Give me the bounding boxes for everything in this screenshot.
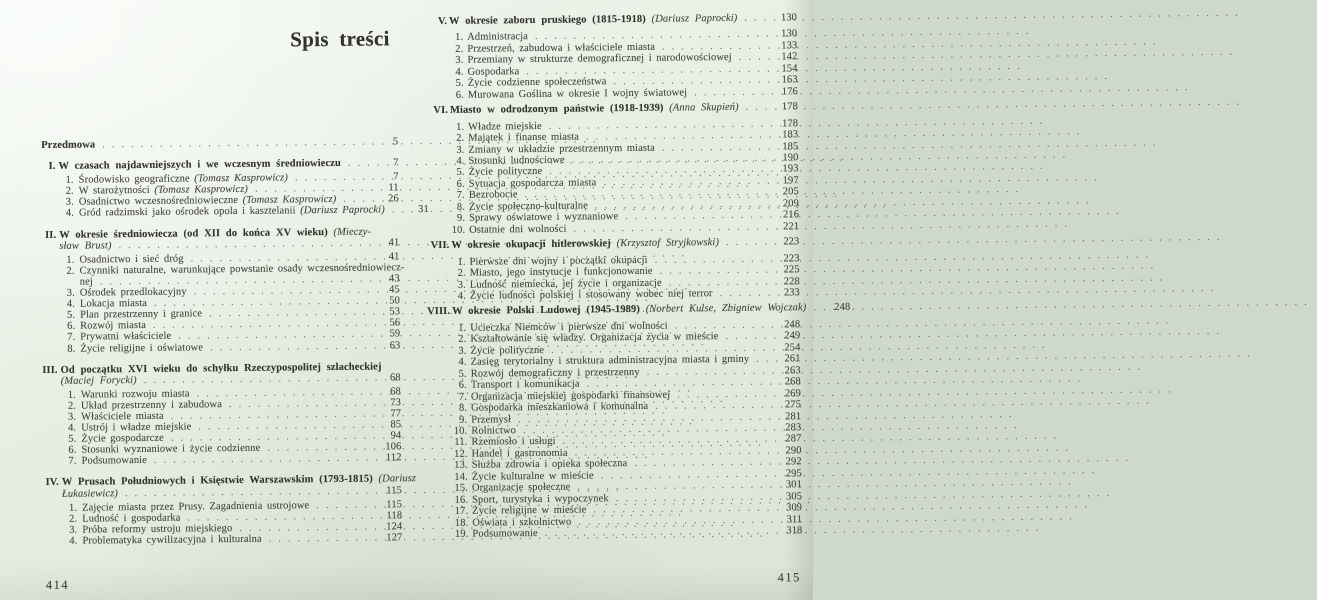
entry-page-number: 249 <box>784 330 801 342</box>
dot-leader <box>210 340 369 353</box>
entry-label: Gród radzimski jako ośrodek opola i kasztelanii (Dariusz Paprocki) <box>78 204 385 220</box>
entry-number: 7. <box>456 190 465 202</box>
dot-leader <box>102 137 367 151</box>
entry-number: 9. <box>459 414 468 426</box>
entry-label: Służba zdrowia i opieka społeczna <box>471 458 628 471</box>
entry-page-number: 309 <box>786 502 803 514</box>
entry-label: Ludność niemiecka, jej życie i organizacje <box>469 277 662 291</box>
entry-number: I. <box>48 160 56 173</box>
toc-entry <box>440 287 800 302</box>
entry-page-number: 77 <box>390 408 402 420</box>
entry-page-number: 233 <box>783 287 800 299</box>
dot-leader <box>551 342 769 356</box>
entry-label: Majątek i finanse miasta <box>468 131 580 144</box>
entry-label: Życie religijne w mieście <box>472 504 587 517</box>
entry-page-number: 142 <box>781 51 798 63</box>
entry-label: Stosunki wyznaniowe i życie codzienne <box>81 442 261 456</box>
toc-entry <box>38 361 401 387</box>
entry-page-number: 106 <box>385 441 402 453</box>
page-left <box>40 26 429 592</box>
entry-page-number: 73 <box>390 397 402 409</box>
page-right <box>427 12 851 594</box>
entry-number: 2. <box>66 265 75 277</box>
entry-label: Ośrodek przedlokacyjny <box>79 286 187 299</box>
dot-leader <box>269 532 372 544</box>
entry-number: 8. <box>458 402 468 414</box>
entry-number: 2. <box>69 513 78 525</box>
entry-number: 3. <box>65 197 74 209</box>
entry-page-number: 281 <box>785 410 802 422</box>
entry-number: 2. <box>455 43 464 55</box>
entry-label: Sytuacja gospodarcza miasta <box>468 177 597 190</box>
entry-page-number: 7 <box>393 157 399 169</box>
entry-number: 15. <box>454 482 468 495</box>
entry-page-number: 268 <box>784 376 801 388</box>
dot-leader <box>726 237 768 249</box>
entry-number: 7. <box>458 391 468 403</box>
entry-page-number: 41 <box>388 236 400 249</box>
toc-entry <box>442 525 802 540</box>
entry-label: Życie polityczne <box>468 166 543 179</box>
dot-leader <box>746 102 767 114</box>
dot-leader <box>125 485 371 499</box>
entry-number <box>38 376 58 387</box>
toc-entry <box>439 221 799 236</box>
entry-label: Transport i komunikacja <box>470 378 580 391</box>
entry-number: 1. <box>68 502 78 514</box>
entry-number: VIII. <box>427 306 451 318</box>
entry-label: Ludność i gospodarka <box>82 512 181 525</box>
dot-leader <box>744 13 766 25</box>
entry-label: Przedmowa <box>41 139 96 152</box>
entry-number: 4. <box>65 208 75 220</box>
entry-number <box>43 277 75 288</box>
entry-number: 2. <box>458 334 467 346</box>
entry-label: Bezrobocie <box>468 189 518 202</box>
dot-leader <box>756 354 770 366</box>
entry-page-number: 197 <box>782 175 799 187</box>
entry-number: 1. <box>456 121 465 133</box>
entry-number: 1. <box>66 254 75 266</box>
entry-page-number: 26 <box>388 193 399 205</box>
dot-leader <box>144 372 370 385</box>
entry-label: Przemiany w strukturze demograficznej i narodowościowej <box>467 52 732 67</box>
entry-label: Przemysł <box>471 413 512 426</box>
entry-number: 1. <box>457 256 466 268</box>
entry-number <box>36 241 56 252</box>
toc-entry <box>45 453 402 468</box>
entry-page-number: 163 <box>781 74 798 86</box>
entry-number: 2. <box>456 132 465 144</box>
entry-label: W starożytności (Tomasz Kasprowicz) <box>78 184 249 197</box>
entry-number: 7. <box>68 456 77 468</box>
entry-page-number: 295 <box>785 467 802 480</box>
entry-label: Gospodarka <box>467 65 520 78</box>
entry-number: 10. <box>453 425 468 437</box>
entry-label: Życie religijne i oświatowe <box>80 341 204 355</box>
entry-label: Pierwsze dni wojny i początki okupacji <box>469 254 648 268</box>
entry-page-number: 130 <box>780 12 798 24</box>
entry-label: Od początku XVI wieku do schyłku Rzeczypospolitej szlacheckiej <box>60 361 382 376</box>
entry-page-number: 115 <box>386 484 402 496</box>
entry-page-number: 263 <box>784 364 801 377</box>
entry-number: 1. <box>455 32 464 44</box>
entry-page-number: 59 <box>389 328 401 340</box>
toc-entry <box>35 157 398 172</box>
entry-number: 3. <box>69 524 78 536</box>
entry-page-number: 292 <box>785 456 802 468</box>
entry-label: Władze miejskie <box>468 120 542 133</box>
entry-label: Łukasiewicz) <box>61 487 119 500</box>
entry-label: Życie społeczno-kulturalne <box>468 200 589 213</box>
entry-page-number: 118 <box>386 509 403 522</box>
entry-number: 8. <box>456 201 466 213</box>
toc-entry <box>423 12 797 27</box>
entry-page-number: 223 <box>783 252 800 265</box>
entry-label: Plan przestrzenny i granice <box>79 308 203 321</box>
dot-leader <box>725 331 769 343</box>
entry-number: 4. <box>457 290 466 302</box>
entry-number: 6. <box>68 444 77 456</box>
entry-label: Warunki rozwoju miasta <box>80 388 190 401</box>
entry-label: Życie ludności polskiej i stosowany wobec niej terror <box>469 288 713 302</box>
entry-page-number: 209 <box>782 198 800 210</box>
dot-leader <box>739 52 767 64</box>
entry-page-number: 254 <box>784 342 801 354</box>
entry-label: W okresie okupacji hitlerowskiej (Krzysztof Stryjkowski) <box>451 237 720 252</box>
toc-entry <box>39 473 417 500</box>
entry-page-number: 216 <box>782 209 800 221</box>
entry-page-number: 31 <box>418 204 429 216</box>
entry-number: 3. <box>67 411 77 423</box>
entry-number: 14. <box>454 471 468 483</box>
entry-page-number: 190 <box>782 152 799 164</box>
entry-page-number: 68 <box>389 371 401 384</box>
entry-page-number: 223 <box>783 236 800 248</box>
dot-leader <box>545 526 772 540</box>
entry-page-number: 11 <box>388 182 399 194</box>
toc-entry <box>43 340 400 355</box>
entry-label: Życie kulturalne w mieście <box>471 470 594 483</box>
entry-number: 3. <box>66 287 75 299</box>
dot-leader <box>154 453 371 466</box>
entry-number: 6. <box>458 379 467 391</box>
entry-number: 5. <box>456 167 465 179</box>
entry-number: 5. <box>66 309 76 321</box>
entry-page-number: 305 <box>785 490 803 503</box>
entry-page-number: 311 <box>786 513 803 525</box>
entry-page-number: 124 <box>386 521 403 533</box>
entry-label: Rozwój miasta <box>80 320 147 332</box>
entry-label: Administracja <box>467 31 529 44</box>
toc-left <box>41 136 429 547</box>
entry-label: Przestrzeń, zabudowa i właściciele miasta <box>467 41 656 55</box>
entry-label: Próba reformy ustroju miejskiego <box>82 522 233 536</box>
entry-number: 4. <box>66 298 75 310</box>
entry-label: W czasach najdawniejszych i we wczesnym średniowieczu <box>58 157 341 172</box>
entry-label: Środowisko geograficzne (Tomasz Kasprowicz) <box>78 172 288 186</box>
entry-label: nej <box>79 276 93 288</box>
entry-page-number: 178 <box>781 117 799 130</box>
entry-number: 1. <box>458 322 467 334</box>
entry-label: Gospodarka mieszkaniowa i komunalna <box>471 400 649 414</box>
entry-page-number: 290 <box>785 445 802 457</box>
entry-label: W Prusach Południowych i Księstwie Warszawskim (1793-1815) (Dariusz <box>61 473 417 489</box>
entry-label: Rolnictwo <box>471 425 517 437</box>
entry-label: Zajęcie miasta przez Prusy. Zagadnienia ustrojowe <box>82 499 310 514</box>
entry-number: 4. <box>456 155 465 167</box>
entry-page-number: 176 <box>781 85 798 98</box>
entry-number: 11. <box>454 437 468 449</box>
toc-entry <box>45 532 402 547</box>
entry-label: Lokacja miasta <box>79 298 148 310</box>
entry-page-number: 85 <box>390 419 402 431</box>
entry-label: Właściciele miasta <box>81 410 164 423</box>
entry-page-number: 248 <box>834 302 851 314</box>
entry-page-number: 183 <box>782 129 799 141</box>
entry-page-number: 7 <box>393 171 399 183</box>
dot-leader <box>343 194 368 205</box>
entry-page-number: 225 <box>783 264 800 276</box>
entry-label: Zasięg terytorialny i struktura administracyjna miasta i gminy <box>470 353 750 368</box>
entry-number: 7. <box>67 332 76 344</box>
entry-page-number: 41 <box>388 251 400 263</box>
entry-page-number: 68 <box>390 386 401 398</box>
entry-number: 3. <box>457 279 466 291</box>
entry-number: 4. <box>458 356 467 369</box>
entry-number: 5. <box>68 433 77 445</box>
entry-page-number: 205 <box>782 186 799 198</box>
toc-entry <box>41 136 398 151</box>
entry-label: Handel i gastronomia <box>471 447 568 460</box>
entry-page-number: 193 <box>782 163 799 175</box>
entry-page-number: 130 <box>781 28 798 40</box>
entry-label: Ucieczka Niemców i pierwsze dni wolności <box>470 320 668 334</box>
dot-leader <box>573 221 768 234</box>
dot-leader <box>191 251 369 264</box>
entry-label: Czynniki naturalne, warunkujące powstanie osady wczesnośredniowiecz- <box>79 262 405 277</box>
dot-leader <box>675 319 770 331</box>
entry-page-number: 53 <box>389 306 401 318</box>
entry-number: 9. <box>456 212 466 225</box>
entry-page-number: 50 <box>389 295 400 307</box>
entry-number: 4. <box>69 535 78 547</box>
entry-label: Sport, turystyka i wypoczynek <box>471 492 609 506</box>
entry-page-number: 221 <box>783 220 800 233</box>
entry-number: V. <box>437 15 448 28</box>
entry-label: Rozwój demograficzny i przestrzenny <box>470 366 640 380</box>
entry-label: W okresie średniowiecza (od XII do końca XV wieku) (Mieczy- <box>59 226 372 241</box>
entry-number: 2. <box>67 400 77 412</box>
entry-page-number: 228 <box>783 275 800 287</box>
entry-number: 16. <box>454 494 469 506</box>
entry-number: IV. <box>45 477 59 489</box>
entry-number: 19. <box>454 528 469 540</box>
page-number-right: 415 <box>777 570 801 585</box>
dot-leader <box>392 205 398 216</box>
entry-label: Stosunki ludnościowe <box>468 154 565 167</box>
entry-number: 2. <box>457 267 466 279</box>
entry-number: 18. <box>454 517 469 529</box>
entry-number: 3. <box>458 345 467 357</box>
dot-leader <box>694 86 767 98</box>
entry-number: 4. <box>68 422 77 434</box>
entry-page-number: 261 <box>784 353 801 365</box>
entry-number: VI. <box>433 105 449 117</box>
entry-label: Podsumowanie <box>81 455 148 467</box>
entry-number: 4. <box>455 66 464 78</box>
entry-number: 8. <box>67 343 76 355</box>
entry-page-number: 283 <box>785 422 802 434</box>
entry-page-number: 154 <box>781 63 798 75</box>
entry-number: 1. <box>65 174 74 186</box>
entry-number: II. <box>45 229 57 241</box>
page-number-left: 414 <box>45 577 70 592</box>
entry-number: 10. <box>451 224 466 236</box>
dot-leader <box>316 499 371 511</box>
entry-label: Układ przestrzenny i zabudowa <box>80 399 223 412</box>
dot-leader <box>348 158 368 169</box>
entry-page-number: 248 <box>784 319 801 331</box>
toc-entry <box>424 101 798 116</box>
entry-label: Osadnictwo wczesnośredniowieczne (Tomasz Kasprowicz) <box>78 194 337 208</box>
entry-label: Organizacja miejskiej gospodarki finansowej <box>470 389 671 403</box>
entry-label: Sprawy oświatowe i wyznaniowe <box>469 211 619 224</box>
entry-label: Życie codzienne społeczeństwa <box>467 76 607 89</box>
entry-number: 6. <box>456 178 465 190</box>
toc-entry <box>42 204 429 220</box>
page-title: Spis treści <box>290 26 390 52</box>
entry-label: Prywatni właściciele <box>80 331 172 344</box>
toc-entry <box>36 226 399 252</box>
entry-label: Życie gospodarcze <box>81 432 164 445</box>
entry-number: 17. <box>454 505 469 517</box>
entry-page-number: 45 <box>389 284 400 296</box>
dot-leader <box>118 237 368 251</box>
entry-number: VII. <box>430 240 450 252</box>
entry-page-number: 269 <box>784 387 802 399</box>
entry-page-number: 56 <box>389 317 401 329</box>
entry-number <box>39 488 59 499</box>
entry-page-number: 127 <box>386 532 403 544</box>
entry-label: Rzemiosło i usługi <box>471 436 556 449</box>
entry-label: Osadnictwo i sieć dróg <box>79 253 184 266</box>
entry-number: 3. <box>455 55 464 67</box>
entry-number: 5. <box>455 78 464 90</box>
entry-page-number: 301 <box>785 479 802 491</box>
toc-entry <box>426 302 851 318</box>
entry-label: Podsumowanie <box>472 528 538 540</box>
entry-label: Organizacje społeczne <box>471 481 571 494</box>
entry-label: Miasto, jego instytucje i funkcjonowanie <box>469 265 653 279</box>
entry-label: Ustrój i władze miejskie <box>81 421 192 434</box>
entry-label: (Maciej Forycki) <box>60 374 137 387</box>
toc-entry <box>438 86 798 101</box>
dot-leader <box>720 288 769 300</box>
entry-label: sław Brust) <box>59 239 112 252</box>
entry-number: 6. <box>455 89 464 101</box>
toc-entry <box>425 236 799 251</box>
entry-page-number: 115 <box>386 498 403 511</box>
entry-number: 1. <box>67 389 76 401</box>
entry-page-number: 133 <box>781 40 798 52</box>
entry-label: Zmiany w układzie przestrzennym miasta <box>468 142 655 156</box>
entry-page-number: 275 <box>784 399 802 411</box>
entry-label: Życie polityczne <box>470 344 545 357</box>
entry-number: 12. <box>454 448 468 460</box>
dot-leader <box>677 388 770 400</box>
entry-label: Miasto w odrodzonym państwie (1918-1939) (Anna Skupień) <box>449 102 739 117</box>
entry-page-number: 185 <box>782 140 799 152</box>
entry-number: 5. <box>458 368 467 380</box>
entry-page-number: 112 <box>385 452 402 464</box>
dot-leader <box>295 172 368 184</box>
toc-right <box>427 12 851 540</box>
entry-label: Murowana Goślina w okresie I wojny światowej <box>467 87 688 101</box>
entry-number: III. <box>42 364 58 376</box>
entry-number: 2. <box>65 185 74 198</box>
entry-label: Oświata i szkolnictwo <box>472 516 572 529</box>
entry-label: Ostatnie dni wolności <box>469 223 567 236</box>
dot-leader <box>813 302 819 314</box>
entry-label: Kształtowanie się władzy. Organizacja życia w mieście <box>470 331 719 346</box>
entry-label: W okresie Polski Ludowej (1945-1989) (Norbert Kulse, Zbigniew Wojczak) <box>452 302 807 318</box>
entry-label: W okresie zaboru pruskiego (1815-1918) (Dariusz Paprocki) <box>448 12 738 27</box>
entry-page-number: 63 <box>389 339 401 351</box>
entry-page-number: 5 <box>392 136 399 148</box>
entry-page-number: 43 <box>388 273 400 285</box>
entry-page-number: 178 <box>781 101 799 113</box>
entry-number: 6. <box>67 320 76 333</box>
entry-label: Problematyka cywilizacyjna i kulturalna <box>82 533 262 547</box>
entry-page-number: 287 <box>785 433 802 445</box>
entry-page-number: 94 <box>390 430 402 442</box>
entry-number: 13. <box>454 460 468 472</box>
entry-number: 3. <box>456 144 465 156</box>
entry-page-number: 318 <box>786 525 803 537</box>
